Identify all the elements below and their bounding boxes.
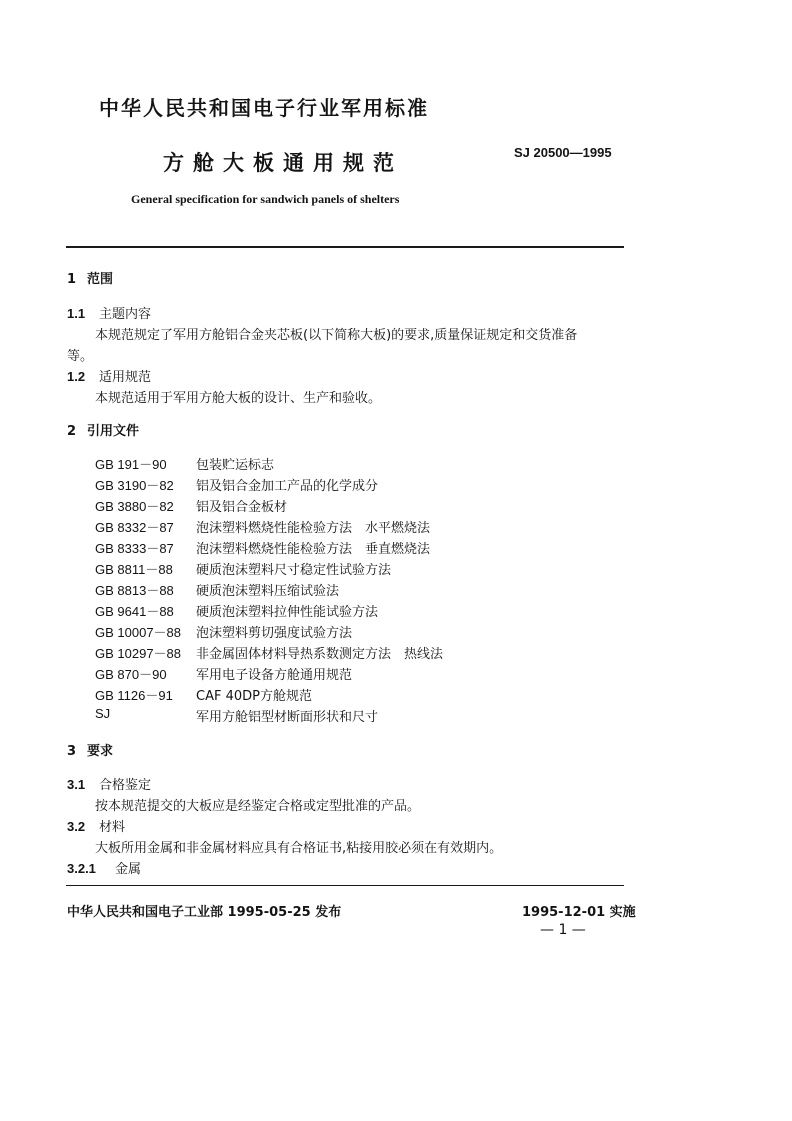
effective-date: 1995-12-01 实施	[522, 905, 636, 920]
reference-title: 军用方舱铝型材断面形状和尺寸	[196, 710, 379, 725]
section-number: 1	[67, 272, 77, 287]
reference-title: CAF 40DP方舱规范	[196, 689, 312, 704]
reference-title: 非金属固体材料导热系数测定方法 热线法	[196, 647, 444, 662]
reference-code: GB 1126－91	[95, 688, 173, 703]
reference-code: GB 191－90	[95, 457, 167, 472]
section-title: 引用文件	[87, 424, 140, 439]
reference-code: GB 870－90	[95, 667, 167, 682]
section-number: 3	[67, 744, 77, 759]
document-title: 方舱大板通用规范	[163, 151, 403, 175]
reference-title: 硬质泡沫塑料拉伸性能试验方法	[196, 605, 379, 620]
section-number: 1.2	[67, 369, 86, 384]
section-number: 3.2	[67, 819, 86, 834]
standard-number: SJ 20500—1995	[514, 145, 612, 160]
reference-code: GB 9641－88	[95, 604, 174, 619]
header-org: 中华人民共和国电子行业军用标准	[99, 96, 429, 120]
document-title-english: General specification for sandwich panels of shelters	[131, 192, 400, 206]
section-number: 3.2.1	[67, 861, 96, 876]
reference-title: 铝及铝合金板材	[196, 500, 288, 515]
reference-code: GB 8333－87	[95, 541, 174, 556]
section-number: 2	[67, 424, 77, 439]
section-title: 主题内容	[99, 307, 152, 322]
reference-title: 泡沫塑料剪切强度试验方法	[196, 626, 353, 641]
section-3-2-heading	[67, 816, 125, 835]
section-3-heading	[67, 740, 113, 759]
section-3-1-heading	[67, 774, 151, 793]
section-1-1-heading	[67, 303, 151, 322]
section-title: 金属	[115, 862, 142, 877]
section-1-2-heading	[67, 366, 151, 385]
reference-code: GB 8813－88	[95, 583, 174, 598]
reference-title: 硬质泡沫塑料尺寸稳定性试验方法	[196, 563, 392, 578]
reference-title: 泡沫塑料燃烧性能检验方法 水平燃烧法	[196, 521, 431, 536]
reference-code: GB 10007－88	[95, 625, 182, 640]
header-rule	[66, 246, 624, 248]
section-1-1-paragraph-line2: 等。	[67, 349, 94, 364]
section-number: 3.1	[67, 777, 86, 792]
section-number: 1.1	[67, 306, 86, 321]
reference-title: 硬质泡沫塑料压缩试验法	[196, 584, 340, 599]
section-title: 材料	[99, 820, 126, 835]
reference-code: GB 3190－82	[95, 478, 174, 493]
section-title: 范围	[87, 272, 114, 287]
section-1-1-paragraph-line1: 本规范规定了军用方舱铝合金夹芯板(以下简称大板)的要求,质量保证规定和交货准备	[95, 328, 578, 343]
section-1-heading	[67, 268, 113, 287]
section-title: 要求	[87, 744, 114, 759]
reference-title: 军用电子设备方舱通用规范	[196, 668, 353, 683]
reference-title: 包装贮运标志	[196, 458, 275, 473]
section-3-1-paragraph: 按本规范提交的大板应是经鉴定合格或定型批准的产品。	[95, 799, 421, 814]
reference-title: 泡沫塑料燃烧性能检验方法 垂直燃烧法	[196, 542, 431, 557]
page-number: — 1 —	[540, 922, 586, 938]
reference-code: GB 8332－87	[95, 520, 174, 535]
section-2-heading	[67, 420, 139, 439]
section-title: 合格鉴定	[99, 778, 152, 793]
section-3-2-1-heading	[67, 858, 141, 877]
reference-code: SJ	[95, 706, 111, 721]
reference-code: GB 8811－88	[95, 562, 173, 577]
issue-info: 中华人民共和国电子工业部 1995-05-25 发布	[67, 905, 342, 920]
section-1-2-paragraph: 本规范适用于军用方舱大板的设计、生产和验收。	[95, 391, 382, 406]
reference-code: GB 10297－88	[95, 646, 182, 661]
reference-code: GB 3880－82	[95, 499, 174, 514]
section-title: 适用规范	[99, 370, 152, 385]
reference-title: 铝及铝合金加工产品的化学成分	[196, 479, 379, 494]
section-3-2-paragraph: 大板所用金属和非金属材料应具有合格证书,粘接用胶必须在有效期内。	[95, 841, 503, 856]
footer-rule	[66, 885, 624, 886]
